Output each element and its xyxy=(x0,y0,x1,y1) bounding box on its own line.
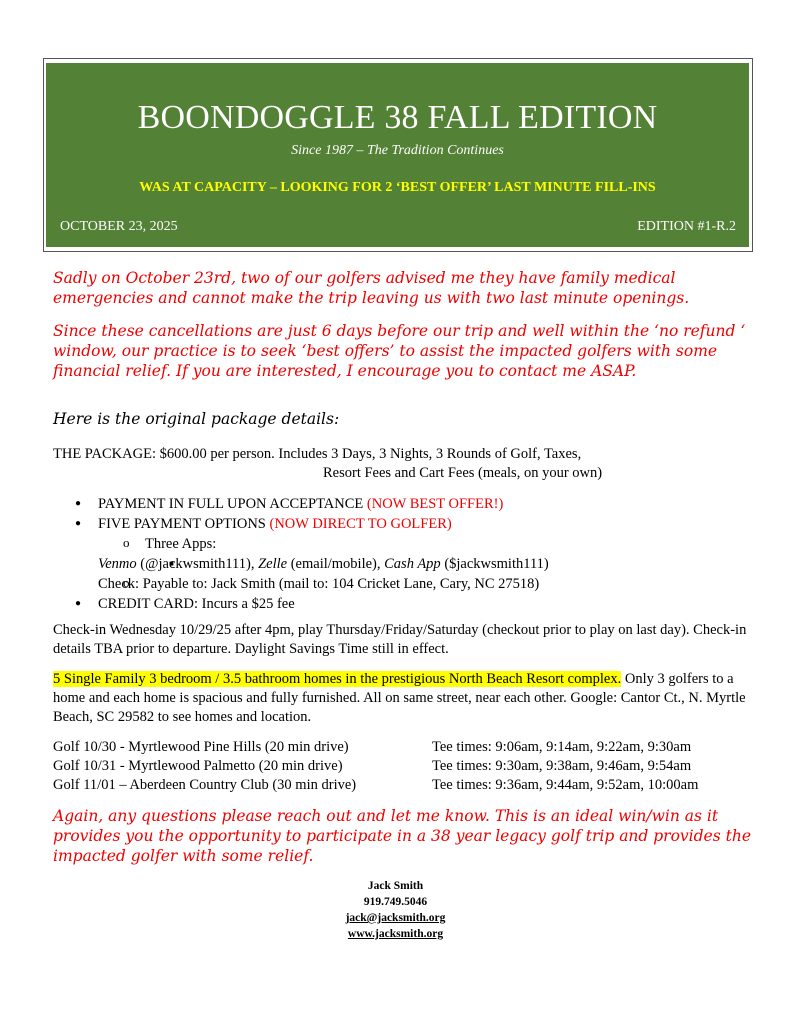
page-title: BOONDOGGLE 38 FALL EDITION xyxy=(137,99,658,136)
contact-block xyxy=(0,878,791,942)
golf-course: Golf 10/31 - Myrtlewood Palmetto (20 min drive) xyxy=(53,758,343,774)
package-description xyxy=(53,445,753,483)
tee-times: Tee times: 9:30am, 9:38am, 9:46am, 9:54am xyxy=(432,758,692,774)
zelle-label: Zelle xyxy=(258,556,288,572)
closing-paragraph: Again, any questions please reach out and let me know. This is an ideal win/win as it provides you the opportunity to participate in a 38 year legacy golf trip and provides the impacted golfer with some relief. xyxy=(53,807,751,865)
contact-email-link[interactable]: jack@jacksmith.org xyxy=(345,912,446,924)
contact-website-link[interactable]: www.jacksmith.org xyxy=(347,928,444,940)
golf-row xyxy=(53,738,753,757)
package-header: Here is the original package details: xyxy=(53,410,340,428)
golf-course: Golf 10/30 - Myrtlewood Pine Hills (20 min drive) xyxy=(53,739,349,755)
best-offer-note: (NOW BEST OFFER!) xyxy=(366,496,504,512)
edition-number: EDITION #1-R.2 xyxy=(637,219,736,234)
intro-paragraph-1: Sadly on October 23rd, two of our golfers advised me they have family medical emergencies and cannot make the trip leaving us with two last minute openings. xyxy=(53,269,690,307)
contact-name: Jack Smith xyxy=(367,880,424,892)
list-item-credit-card: ● CREDIT CARD: Incurs a $25 fee xyxy=(53,594,753,614)
tee-times: Tee times: 9:06am, 9:14am, 9:22am, 9:30am xyxy=(432,739,692,755)
payment-list xyxy=(53,494,753,614)
header-banner xyxy=(46,63,749,247)
golf-row xyxy=(53,757,753,776)
capacity-alert: WAS AT CAPACITY – LOOKING FOR 2 ‘BEST OFFER’ LAST MINUTE FILL-INS xyxy=(139,180,656,195)
homes-highlight: 5 Single Family 3 bedroom / 3.5 bathroom homes in the prestigious North Beach Resort complex. xyxy=(53,671,622,687)
homes-details xyxy=(53,670,753,727)
homes-description: Only 3 golfers to a home and each home is spacious and fully furnished. All on same street, near each other. Google: Cantor Ct., N. Myrtle Beach, SC 29582 to see homes and location. xyxy=(53,671,746,725)
list-item-app-handles: ■ Venmo (@jackwsmith111), Zelle (email/mobile), Cash App ($jackwsmith111) xyxy=(53,554,753,574)
list-item-apps: o Three Apps: xyxy=(53,534,753,554)
venmo-label: Venmo xyxy=(98,556,137,572)
golf-row xyxy=(53,776,753,795)
issue-date: OCTOBER 23, 2025 xyxy=(60,219,178,234)
intro-paragraph-2: Since these cancellations are just 6 days before our trip and well within the ‘no refund ‘ window, our practice is to seek ‘best offers’ to assist the impacted golfers with some financial relief. If you are interested, I encourage you to contact me ASAP. xyxy=(53,322,746,380)
cashapp-label: Cash App xyxy=(384,556,441,572)
golf-schedule xyxy=(53,738,753,795)
list-item-payment-full: ● PAYMENT IN FULL UPON ACCEPTANCE (NOW BEST OFFER!) xyxy=(53,494,753,514)
contact-phone: 919.749.5046 xyxy=(363,896,428,908)
direct-golfer-note: (NOW DIRECT TO GOLFER) xyxy=(269,516,452,532)
banner-subtitle: Since 1987 – The Tradition Continues xyxy=(291,143,504,158)
package-line-1: THE PACKAGE: $600.00 per person. Includes 3 Days, 3 Nights, 3 Rounds of Golf, Taxes, xyxy=(53,446,582,462)
tee-times: Tee times: 9:36am, 9:44am, 9:52am, 10:00am xyxy=(432,777,699,793)
package-line-2: Resort Fees and Cart Fees (meals, on your own) xyxy=(323,465,603,481)
list-item-check: o Check: Payable to: Jack Smith (mail to: 104 Cricket Lane, Cary, NC 27518) xyxy=(53,574,753,594)
checkin-details: Check-in Wednesday 10/29/25 after 4pm, play Thursday/Friday/Saturday (checkout prior to play on last day). Check-in details TBA prior to departure. Daylight Savings Time still in effect. xyxy=(53,622,747,657)
list-item-payment-options: ● FIVE PAYMENT OPTIONS (NOW DIRECT TO GOLFER) xyxy=(53,514,753,534)
golf-course: Golf 11/01 – Aberdeen Country Club (30 min drive) xyxy=(53,777,357,793)
